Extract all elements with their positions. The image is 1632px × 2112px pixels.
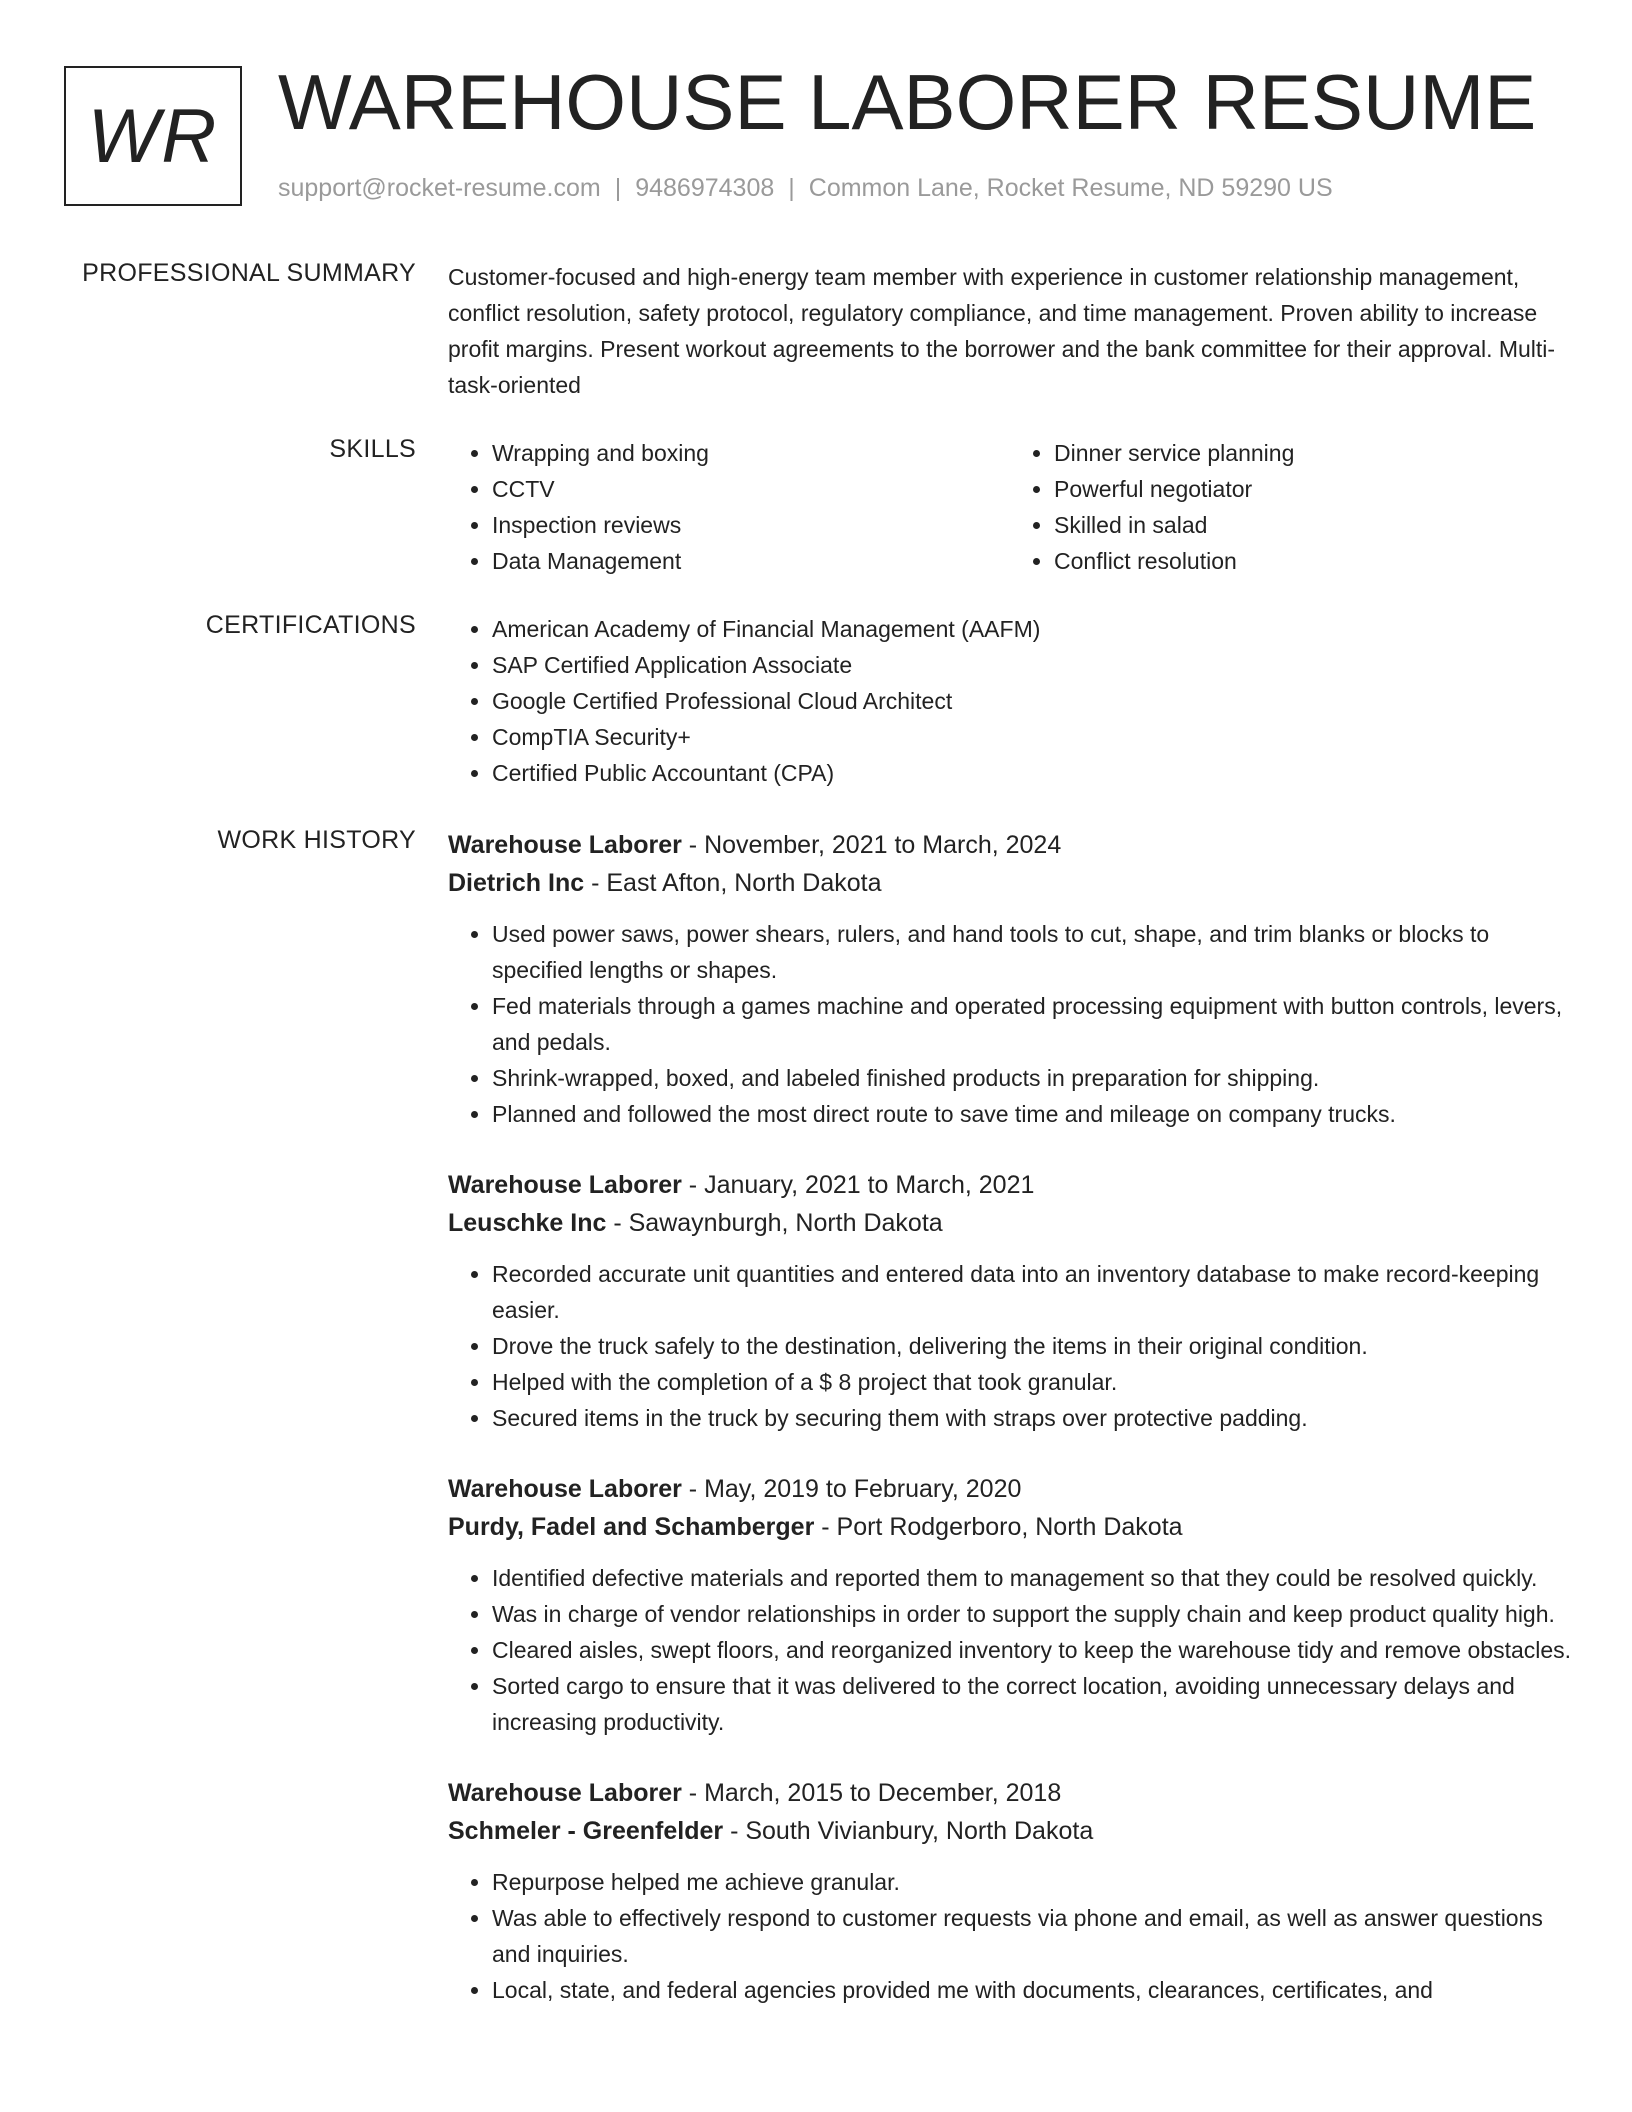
job-dates: - May, 2019 to February, 2020 bbox=[681, 1475, 1022, 1503]
job-bullet: • Helped with the completion of a $ 8 project that took granular. bbox=[492, 1364, 1572, 1400]
job-bullet: • Fed materials through a games machine and operated processing equipment with button controls, levers, and pedals. bbox=[492, 988, 1572, 1060]
skill-item: • Data Management bbox=[492, 543, 1010, 579]
job-role: Warehouse Laborer bbox=[448, 1171, 682, 1199]
job-bullet: • Local, state, and federal agencies provided me with documents, clearances, certificates, and bbox=[492, 1972, 1572, 2008]
contact-line bbox=[278, 174, 1333, 203]
job-bullet: • Used power saws, power shears, rulers, and hand tools to cut, shape, and trim blanks or blocks to specified lengths or shapes. bbox=[492, 916, 1572, 988]
job-bullet: • Recorded accurate unit quantities and entered data into an inventory database to make record-keeping easier. bbox=[492, 1256, 1572, 1328]
job-bullet: • Shrink-wrapped, boxed, and labeled finished products in preparation for shipping. bbox=[492, 1060, 1572, 1096]
summary-text: Customer-focused and high-energy team member with experience in customer relationship management, conflict resolution, safety protocol, regulatory compliance, and time management. Proven ability to increase profit margins. Present workout agreements to the borrower and the bank committee for their approval. Multi-task-oriented bbox=[448, 264, 1556, 398]
skill-item: • CCTV bbox=[492, 471, 1010, 507]
job-bullet: • Identified defective materials and reported them to management so that they could be resolved quickly. bbox=[492, 1560, 1572, 1596]
job-entry bbox=[448, 1470, 1572, 1740]
job-company-line bbox=[448, 1508, 1572, 1546]
contact-address: Common Lane, Rocket Resume, ND 59290 US bbox=[808, 174, 1333, 202]
job-bullets bbox=[448, 1560, 1572, 1740]
skills-list-right bbox=[1010, 435, 1572, 579]
job-role: Warehouse Laborer bbox=[448, 1779, 682, 1807]
job-role-line bbox=[448, 1470, 1572, 1508]
job-dates: - January, 2021 to March, 2021 bbox=[681, 1171, 1035, 1199]
job-location: - East Afton, North Dakota bbox=[584, 869, 882, 897]
contact-phone[interactable]: 9486974308 bbox=[635, 174, 775, 202]
job-location: - South Vivianbury, North Dakota bbox=[723, 1817, 1094, 1845]
job-dates: - November, 2021 to March, 2024 bbox=[681, 831, 1062, 859]
job-company: Schmeler - Greenfelder bbox=[448, 1817, 724, 1845]
job-company: Dietrich Inc bbox=[448, 869, 585, 897]
job-role-line bbox=[448, 1774, 1572, 1812]
job-company-line bbox=[448, 1204, 1572, 1242]
job-bullets bbox=[448, 916, 1572, 1132]
skill-item: • Skilled in salad bbox=[1054, 507, 1572, 543]
job-company-line bbox=[448, 1812, 1572, 1850]
job-bullet: • Repurpose helped me achieve granular. bbox=[492, 1864, 1572, 1900]
job-bullet: • Cleared aisles, swept floors, and reorganized inventory to keep the warehouse tidy and remove obstacles. bbox=[492, 1632, 1572, 1668]
job-role-line bbox=[448, 826, 1572, 864]
skill-item: • Conflict resolution bbox=[1054, 543, 1572, 579]
job-entry bbox=[448, 1166, 1572, 1436]
job-bullet: • Drove the truck safely to the destination, delivering the items in their original condition. bbox=[492, 1328, 1572, 1364]
job-location: - Port Rodgerboro, North Dakota bbox=[814, 1513, 1183, 1541]
job-bullet: • Was able to effectively respond to customer requests via phone and email, as well as answer questions and inquiries. bbox=[492, 1900, 1572, 1972]
certifications-title: CERTIFICATIONS bbox=[205, 611, 416, 639]
job-entry bbox=[448, 826, 1572, 1132]
job-company: Purdy, Fadel and Schamberger bbox=[448, 1513, 815, 1541]
job-bullet: • Was in charge of vendor relationships in order to support the supply chain and keep product quality high. bbox=[492, 1596, 1572, 1632]
contact-separator: | bbox=[788, 174, 795, 202]
work-history-title: WORK HISTORY bbox=[217, 826, 416, 854]
job-role: Warehouse Laborer bbox=[448, 831, 682, 859]
certification-item: • SAP Certified Application Associate bbox=[492, 647, 1572, 683]
summary-title: PROFESSIONAL SUMMARY bbox=[82, 259, 416, 287]
job-bullet: • Sorted cargo to ensure that it was delivered to the correct location, avoiding unnecessary delays and increasing productivity. bbox=[492, 1668, 1572, 1740]
job-bullets bbox=[448, 1256, 1572, 1436]
certification-item: • Google Certified Professional Cloud Architect bbox=[492, 683, 1572, 719]
job-bullets bbox=[448, 1864, 1572, 2008]
job-bullet: • Planned and followed the most direct route to save time and mileage on company trucks. bbox=[492, 1096, 1572, 1132]
job-bullet: • Secured items in the truck by securing them with straps over protective padding. bbox=[492, 1400, 1572, 1436]
job-dates: - March, 2015 to December, 2018 bbox=[681, 1779, 1062, 1807]
resume-title: WAREHOUSE LABORER RESUME bbox=[278, 58, 1537, 146]
skill-item: • Wrapping and boxing bbox=[492, 435, 1010, 471]
job-company-line bbox=[448, 864, 1572, 902]
skills-list-left bbox=[448, 435, 1010, 579]
skills-title: SKILLS bbox=[329, 435, 416, 463]
skill-item: • Dinner service planning bbox=[1054, 435, 1572, 471]
certification-item: • Certified Public Accountant (CPA) bbox=[492, 755, 1572, 791]
job-location: - Sawaynburgh, North Dakota bbox=[606, 1209, 943, 1237]
skill-item: • Inspection reviews bbox=[492, 507, 1010, 543]
job-role-line bbox=[448, 1166, 1572, 1204]
certification-item: • American Academy of Financial Management (AAFM) bbox=[492, 611, 1572, 647]
job-company: Leuschke Inc bbox=[448, 1209, 607, 1237]
skill-item: • Powerful negotiator bbox=[1054, 471, 1572, 507]
certifications-list bbox=[448, 611, 1572, 791]
job-role: Warehouse Laborer bbox=[448, 1475, 682, 1503]
contact-email[interactable]: support@rocket-resume.com bbox=[278, 174, 601, 202]
monogram: WR bbox=[64, 66, 242, 206]
job-entry bbox=[448, 1774, 1572, 2008]
certification-item: • CompTIA Security+ bbox=[492, 719, 1572, 755]
contact-separator: | bbox=[614, 174, 622, 202]
